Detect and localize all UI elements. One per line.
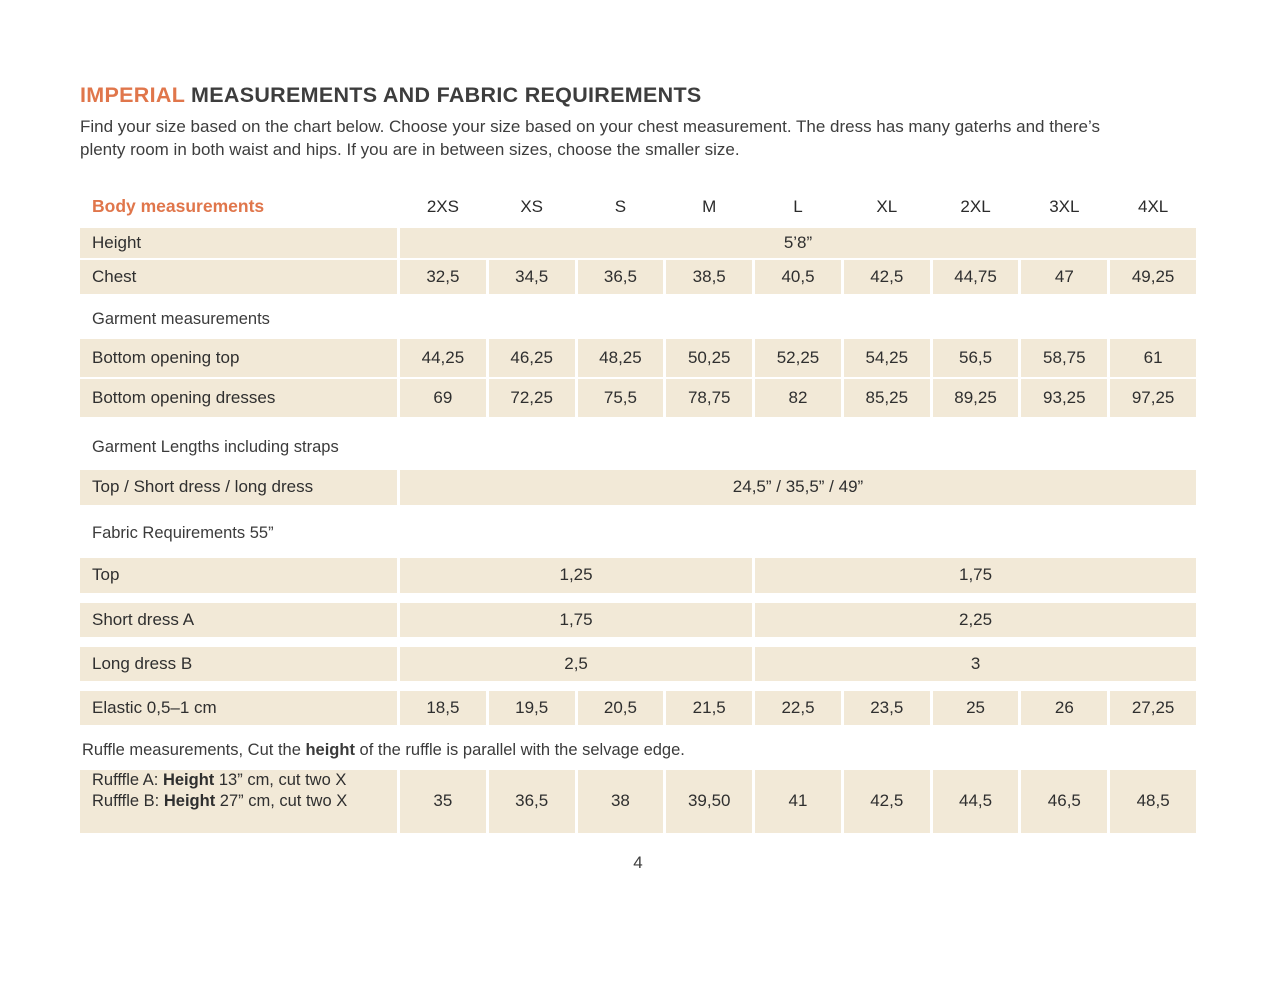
bottom-opening-dresses-value: 93,25: [1021, 379, 1107, 417]
ruffle-a-suffix: 13” cm, cut two X: [214, 770, 347, 789]
bottom-opening-dresses-value: 78,75: [666, 379, 752, 417]
size-header-l: L: [793, 196, 803, 216]
elastic-value: 25: [933, 691, 1019, 725]
table-row-garment-lengths: [80, 470, 1196, 505]
elastic-value: 19,5: [489, 691, 575, 725]
elastic-value: 21,5: [666, 691, 752, 725]
chest-value: 36,5: [578, 260, 664, 294]
page-title: [80, 84, 1196, 108]
bottom-opening-dresses-value: 89,25: [933, 379, 1019, 417]
ruffle-note-prefix: Ruffle measurements, Cut the: [82, 740, 306, 759]
section-fabric-requirements: Fabric Requirements 55”: [92, 523, 274, 542]
bottom-opening-top-value: 61: [1110, 339, 1196, 377]
size-header-4xl: 4XL: [1137, 196, 1169, 216]
row-label-bottom-opening-dresses: Bottom opening dresses: [80, 379, 397, 417]
ruffle-value: 36,5: [489, 770, 575, 833]
ruffle-value: 41: [755, 770, 841, 833]
ruffle-b-suffix: 27” cm, cut two X: [215, 791, 348, 810]
elastic-value: 27,25: [1110, 691, 1196, 725]
table-row-chest: [80, 260, 1196, 294]
short-dress-a-large-sizes-value: 2,25: [755, 603, 1196, 637]
chest-value: 40,5: [755, 260, 841, 294]
elastic-value: 18,5: [400, 691, 486, 725]
size-header-2xs: 2XS: [426, 196, 459, 216]
ruffle-note-suffix: of the ruffle is parallel with the selvage edge.: [354, 740, 685, 759]
section-garment-lengths: Garment Lengths including straps: [92, 437, 339, 456]
bottom-opening-dresses-value: 97,25: [1110, 379, 1196, 417]
bottom-opening-dresses-value: 72,25: [489, 379, 575, 417]
elastic-value: 22,5: [755, 691, 841, 725]
chest-value: 47: [1021, 260, 1107, 294]
row-label-elastic: Elastic 0,5–1 cm: [80, 691, 397, 725]
row-label-long-dress-b: Long dress B: [80, 647, 397, 681]
bottom-opening-dresses-value: 69: [400, 379, 486, 417]
page-title-rest: MEASUREMENTS AND FABRIC REQUIREMENTS: [184, 83, 702, 107]
bottom-opening-top-value: 54,25: [844, 339, 930, 377]
size-header-xl: XL: [876, 196, 898, 216]
chest-value: 34,5: [489, 260, 575, 294]
row-label-bottom-opening-top: Bottom opening top: [80, 339, 397, 377]
ruffle-a-prefix: Rufffle A:: [92, 770, 163, 789]
bottom-opening-top-value: 58,75: [1021, 339, 1107, 377]
section-garment-measurements: Garment measurements: [92, 309, 270, 328]
ruffle-a-label: [92, 770, 346, 791]
size-header-2xl: 2XL: [960, 196, 991, 216]
chest-value: 49,25: [1110, 260, 1196, 294]
bottom-opening-dresses-value: 85,25: [844, 379, 930, 417]
document-page: [80, 84, 1196, 873]
row-label-short-dress-a: Short dress A: [80, 603, 397, 637]
bottom-opening-dresses-value: 75,5: [578, 379, 664, 417]
bottom-opening-top-value: 50,25: [666, 339, 752, 377]
ruffle-note-bold: height: [305, 740, 355, 759]
page-number: 4: [633, 852, 643, 872]
table-row-bottom-opening-dresses: [80, 379, 1196, 417]
table-row-fabric-short-dress-a: [80, 603, 1196, 637]
short-dress-a-small-sizes-value: 1,75: [400, 603, 752, 637]
body-measurements-heading: Body measurements: [92, 196, 265, 217]
table-row-height: [80, 228, 1196, 258]
long-dress-b-small-sizes-value: 2,5: [400, 647, 752, 681]
bottom-opening-top-value: 48,25: [578, 339, 664, 377]
ruffle-b-bold: Height: [163, 791, 216, 810]
table-row-fabric-top: [80, 558, 1196, 593]
table-row-bottom-opening-top: [80, 339, 1196, 377]
elastic-value: 26: [1021, 691, 1107, 725]
size-header-row: [80, 192, 1196, 222]
chest-value: 44,75: [933, 260, 1019, 294]
chest-value: 42,5: [844, 260, 930, 294]
ruffle-value: 42,5: [844, 770, 930, 833]
fabric-top-small-sizes-value: 1,25: [400, 558, 752, 593]
bottom-opening-top-value: 56,5: [933, 339, 1019, 377]
chest-value: 32,5: [400, 260, 486, 294]
size-header-3xl: 3XL: [1049, 196, 1080, 216]
ruffle-value: 46,5: [1021, 770, 1107, 833]
size-header-m: M: [702, 196, 717, 216]
ruffle-b-prefix: Rufffle B:: [92, 791, 164, 810]
size-header-s: S: [614, 196, 627, 216]
row-label-garment-lengths: Top / Short dress / long dress: [80, 470, 397, 505]
ruffle-value: 44,5: [933, 770, 1019, 833]
long-dress-b-large-sizes-value: 3: [755, 647, 1196, 681]
intro-line-1: Find your size based on the chart below. Choose your size based on your chest measurement. The dress has many gaterhs and there’s: [80, 116, 1100, 136]
elastic-value: 23,5: [844, 691, 930, 725]
ruffle-value: 38: [578, 770, 664, 833]
ruffle-a-bold: Height: [162, 770, 215, 789]
height-value: 5’8”: [400, 228, 1196, 258]
intro-line-2: plenty room in both waist and hips. If you are in between sizes, choose the smaller size.: [80, 140, 740, 160]
ruffle-value: 39,50: [666, 770, 752, 833]
bottom-opening-top-value: 46,25: [489, 339, 575, 377]
page-title-highlight: IMPERIAL: [80, 83, 185, 107]
garment-lengths-value: 24,5” / 35,5” / 49”: [400, 470, 1196, 505]
table-row-ruffle: [80, 770, 1196, 833]
row-label-ruffle: [80, 770, 397, 833]
row-label-fabric-top: Top: [80, 558, 397, 593]
bottom-opening-top-value: 44,25: [400, 339, 486, 377]
bottom-opening-top-value: 52,25: [755, 339, 841, 377]
table-row-elastic: [80, 691, 1196, 725]
ruffle-b-label: [92, 791, 347, 812]
row-label-height: Height: [80, 228, 397, 258]
table-row-fabric-long-dress-b: [80, 647, 1196, 681]
fabric-top-large-sizes-value: 1,75: [755, 558, 1196, 593]
ruffle-value: 48,5: [1110, 770, 1196, 833]
ruffle-value: 35: [400, 770, 486, 833]
elastic-value: 20,5: [578, 691, 664, 725]
intro-text: [80, 115, 1196, 162]
ruffle-note: [80, 740, 1196, 760]
row-label-chest: Chest: [80, 260, 397, 294]
bottom-opening-dresses-value: 82: [755, 379, 841, 417]
chest-value: 38,5: [666, 260, 752, 294]
size-header-xs: XS: [520, 196, 543, 216]
